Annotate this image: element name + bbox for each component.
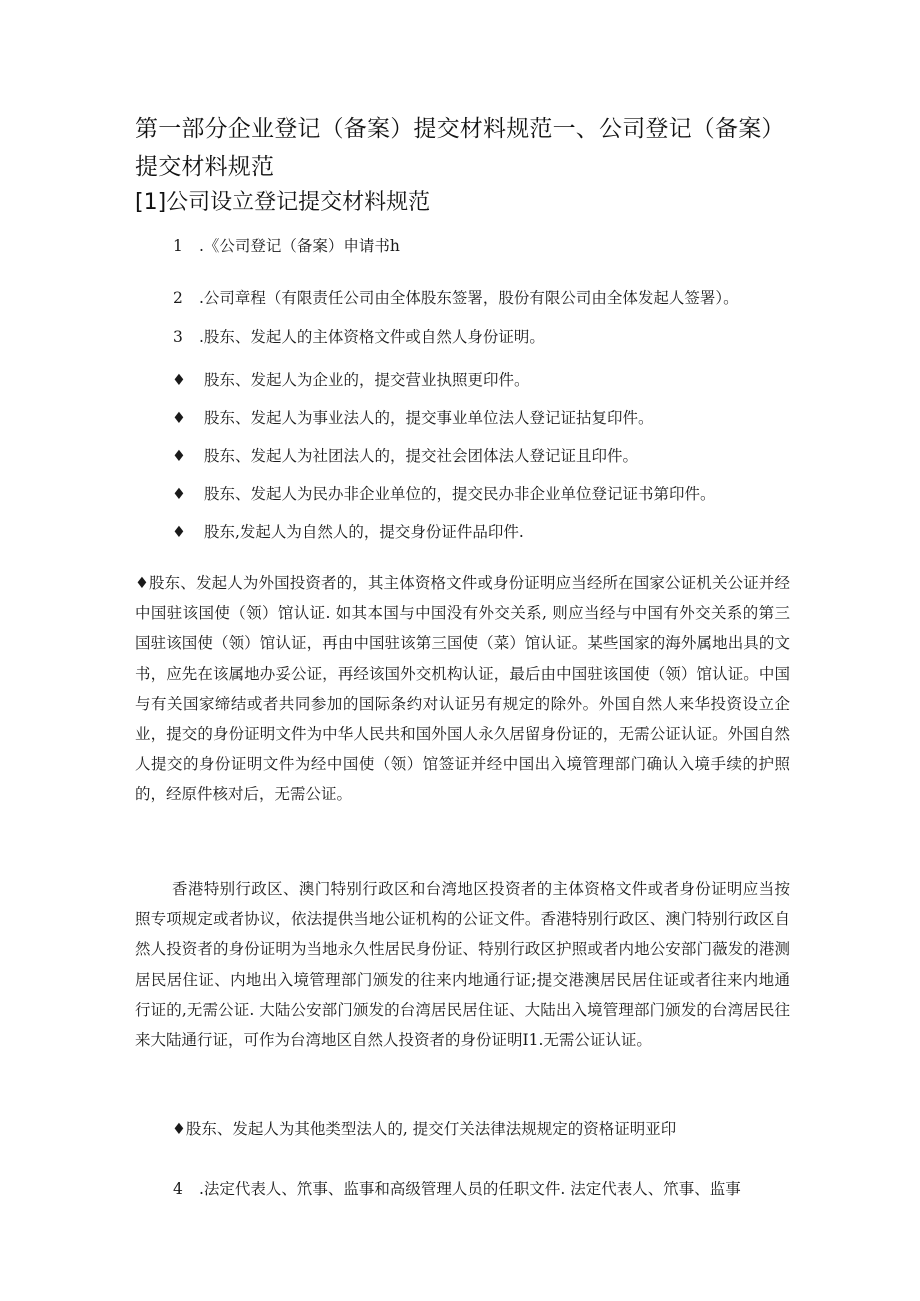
diamond-bullet-icon: ♦ [172, 485, 186, 503]
bullet-text: 股东、发起人为民办非企业单位的，提交民办非企业单位登记证书第印件。 [204, 485, 716, 503]
list-item-number: 1 [173, 237, 183, 255]
list-item-number: 2 [173, 289, 183, 307]
bullet-item [172, 444, 638, 468]
bullet-item [172, 520, 524, 544]
list-item [135, 1177, 741, 1201]
list-item [135, 286, 739, 310]
page-title: 第一部分企业登记（备案）提交材料规范一、公司登记（备案）提交材料规范 [135, 116, 785, 180]
list-item [135, 234, 400, 258]
bullet-item [172, 406, 654, 430]
list-item-number: 3 [173, 328, 183, 346]
diamond-bullet-icon: ♦ [172, 447, 186, 465]
list-item-number: 4 [173, 1180, 183, 1198]
section-subtitle: [1]公司设立登记提交材料规范 [135, 190, 431, 215]
bullet-text: 股东、发起人为社团法人的，提交社会团体法人登记证且印件。 [204, 447, 639, 465]
hk-macau-taiwan-paragraph: 香港特别行政区、澳门特别行政区和台湾地区投资者的主体资格文件或者身份证明应当按照专项规定或者协议，依法提供当地公证机构的公证文件。香港特别行政区、澳门特别行政区自然人投资者的身份证明为当地永久性居民身份证、特别行政区护照或者内地公安部门薇发的港测居民居住证、内地出入境管理部门颁发的往来内地通行证;提交港澳居民居住证或者往来内地通行证的,无需公证. 大陆公安部门颁发的台湾居民居住证、大陆出入境管理部门颁发的台湾居民往来大陆通行证，可作为台湾地区自然人投资者的身份证明I1.无需公证认证。 [135, 880, 790, 1050]
bullet-text: 股东、发起人为事业法人的，提交事业单位法人登记证拈复印件。 [204, 409, 654, 427]
diamond-bullet-icon: ♦ [172, 371, 186, 389]
diamond-bullet-icon: ♦ [172, 523, 186, 541]
diamond-bullet-icon: ♦ [172, 409, 186, 427]
list-item-text: .法定代表人、笊事、监事和高级管理人员的任职文件. 法定代表人、笊事、监事 [199, 1180, 741, 1198]
other-legal-person-bullet: ♦股东、发起人为其他类型法人的, 提交仃关法律法规规定的资格证明亚印 [172, 1120, 677, 1138]
list-item [135, 325, 545, 349]
bullet-text: 股东,发起人为自然人的，提交身份证件品印件. [204, 523, 524, 541]
bullet-item [172, 368, 530, 392]
bullet-item [172, 482, 716, 506]
foreign-investor-paragraph: ♦股东、发起人为外国投资者的，其主体资格文件或身份证明应当经所在国家公证机关公证并经中国驻该国使（领）馆认证. 如其本国与中国没有外交关系, 则应当经与中国有外交关系的第三国驻该国使（领）馆认证，再由中国驻该第三国使（菜）馆认证。某些国家的海外属地出具的文书，应先在该属地办妥公证，再经该国外交机构认证，最后由中国驻该国使（领）馆认证。中国与有关国家缔结或者共同参加的国际条约对认证另有规定的除外。外国自然人来华投资设立企业，提交的身份证明文件为中华人民共和国外国人永久居留身份证的，无需公证认证。外国自然人提交的身份证明文件为经中国使（领）馆签证并经中国出入境管理部门确认入境手续的护照的，经原件核对后，无需公证。 [135, 574, 790, 804]
list-item-text: .公司章程（有限责任公司由全体股东签署，股份有限公司由全体发起人签署）。 [199, 289, 739, 307]
list-item-text: .《公司登记（备案）申请书h [199, 237, 400, 255]
list-item-text: .股东、发起人的主体资格文件或自然人身份证明。 [199, 328, 545, 346]
bullet-text: 股东、发起人为企业的，提交营业执照更印件。 [204, 371, 530, 389]
